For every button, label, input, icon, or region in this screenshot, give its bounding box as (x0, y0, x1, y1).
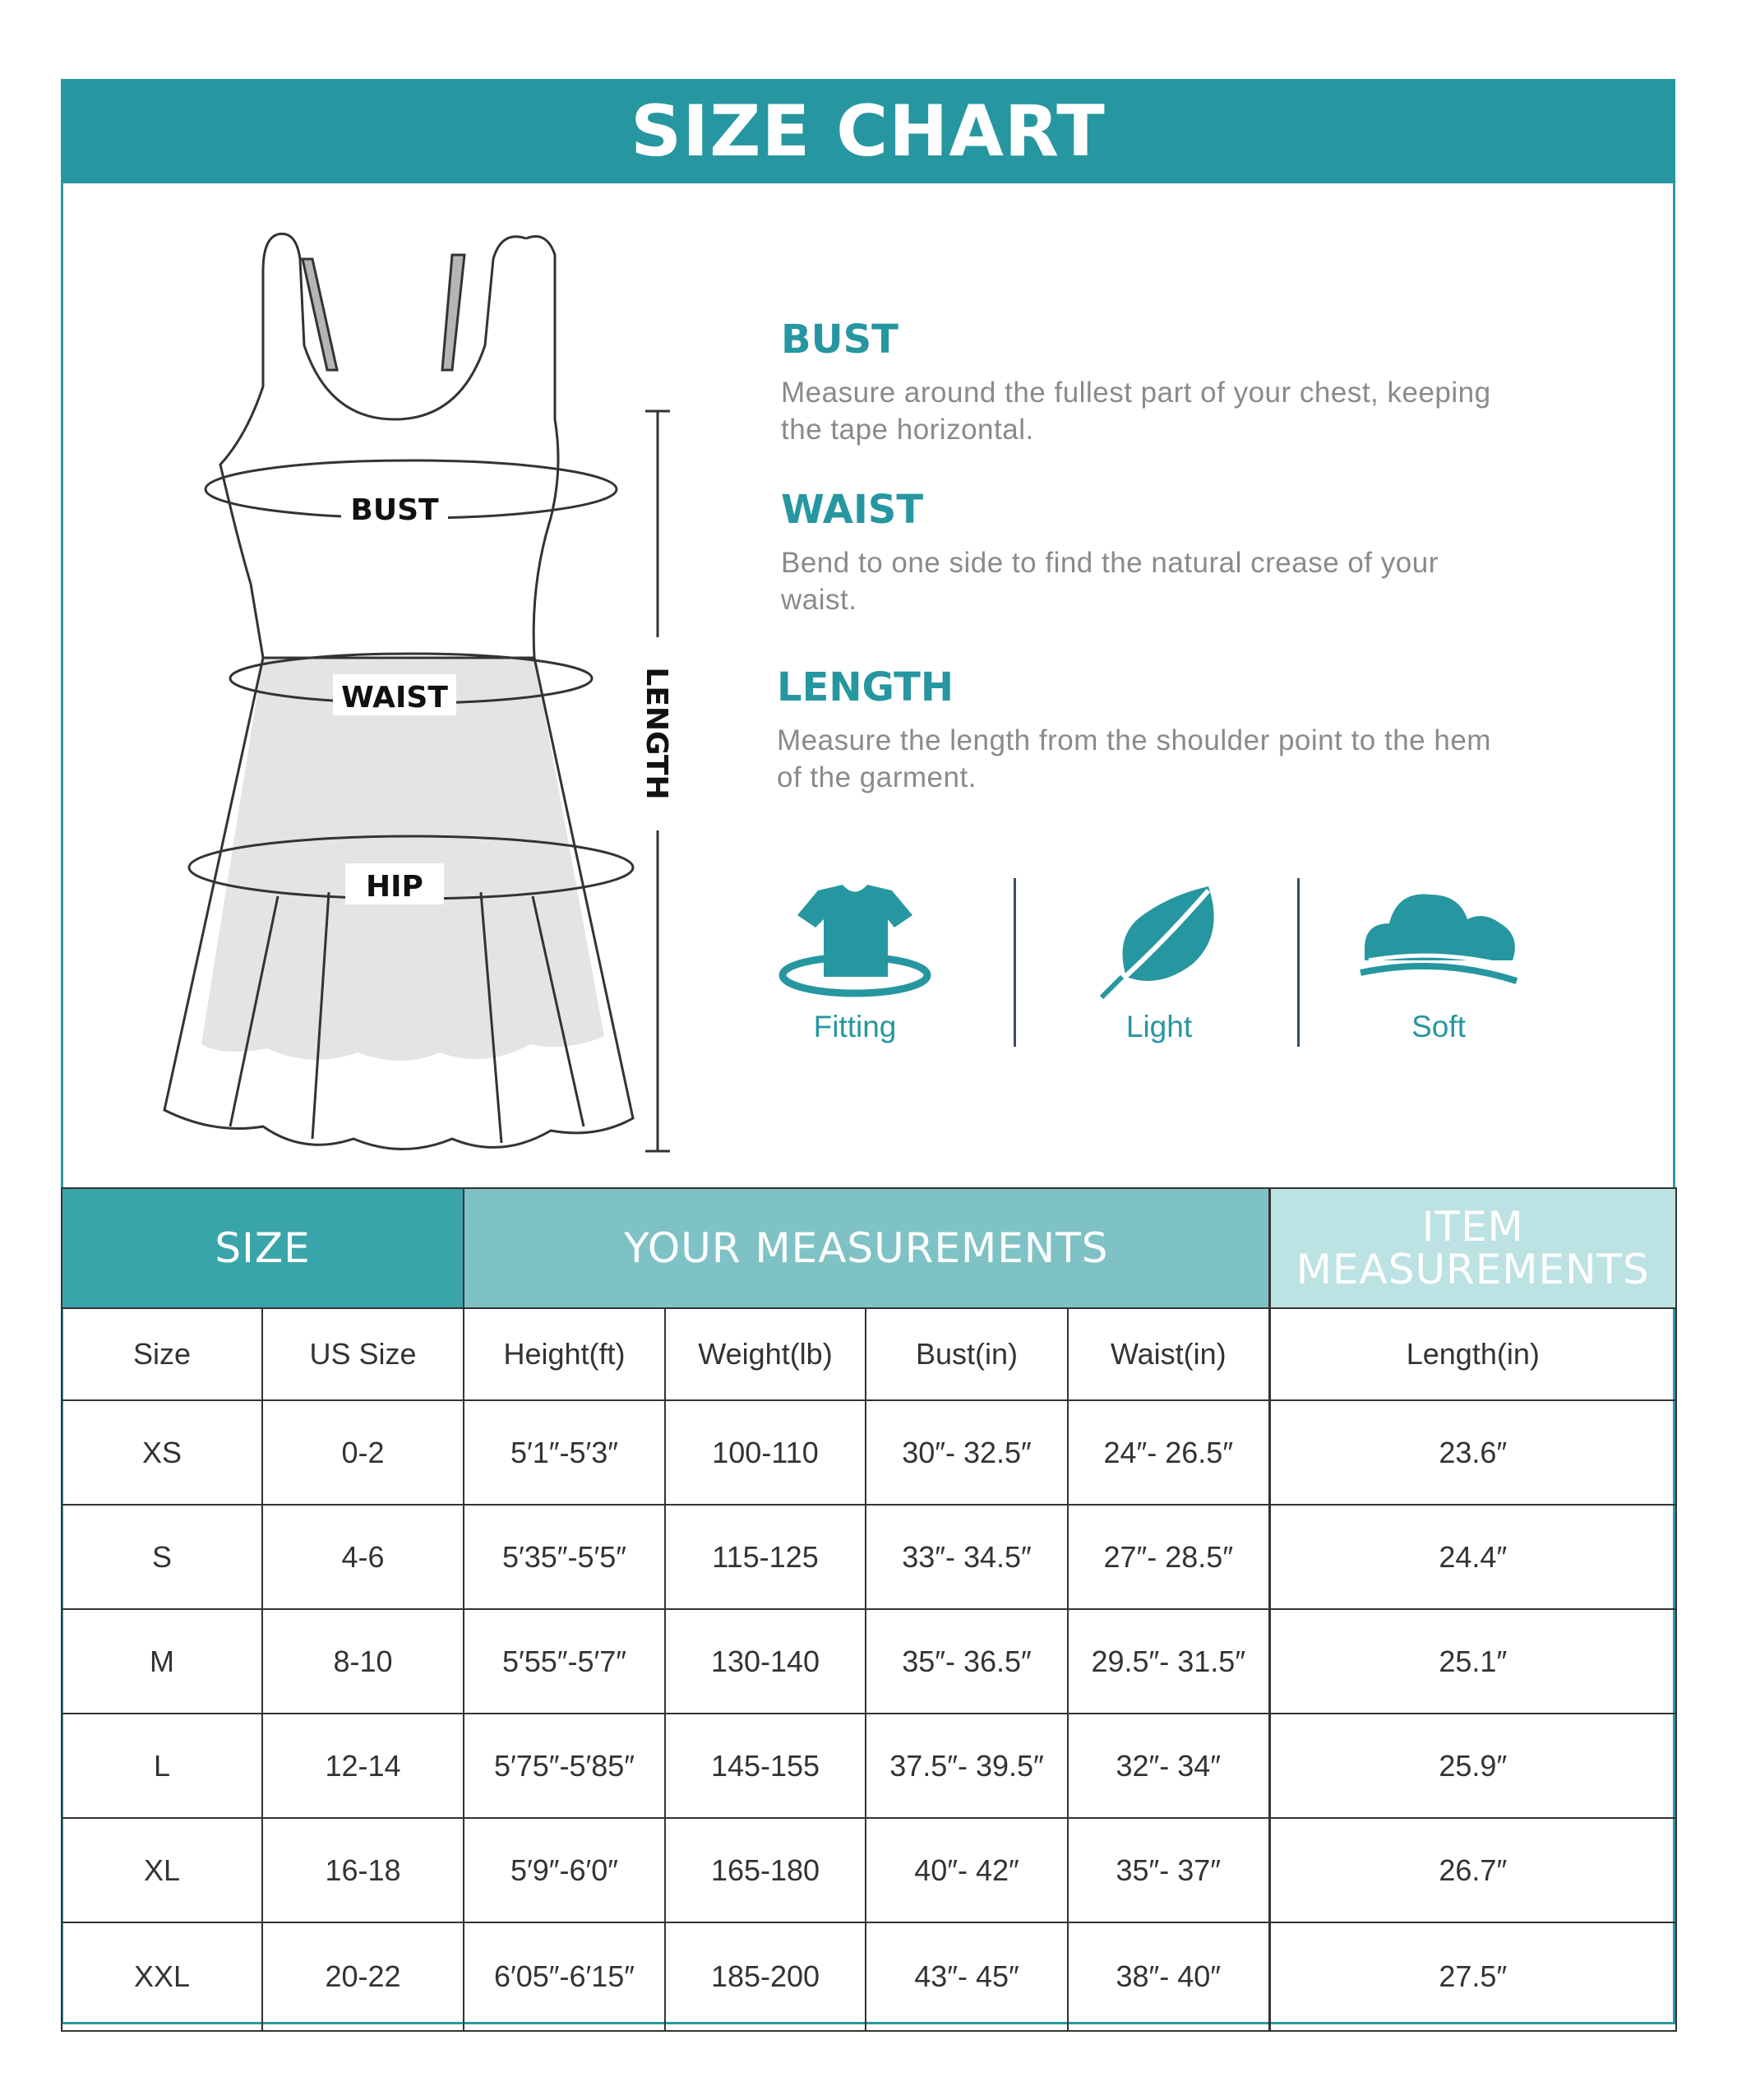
cell-height: 6′05″-6′15″ (464, 1922, 665, 2031)
cell-height: 5′1″-5′3″ (464, 1400, 665, 1505)
cell-waist: 29.5″- 31.5″ (1068, 1609, 1269, 1714)
size-table (61, 1187, 1677, 2032)
cell-us-size: 4-6 (262, 1505, 464, 1609)
length-label: LENGTH (640, 667, 673, 800)
cloud-icon (1352, 878, 1525, 1001)
cell-size: XL (62, 1818, 262, 1922)
cell-length: 24.4″ (1269, 1505, 1676, 1609)
cell-weight: 145-155 (665, 1714, 866, 1818)
cell-height: 5′55″-5′7″ (464, 1609, 665, 1714)
table-row (62, 1818, 1676, 1922)
cell-size: XXL (62, 1922, 262, 2031)
feature-divider (1014, 878, 1016, 1047)
feature-soft (1299, 872, 1578, 1043)
cell-bust: 33″- 34.5″ (866, 1505, 1068, 1609)
neckline (278, 234, 526, 419)
col-weight: Weight(lb) (665, 1308, 866, 1400)
strap-right (442, 255, 464, 370)
cell-weight: 165-180 (665, 1818, 866, 1922)
waist-text: Bend to one side to find the natural crease of your waist. (781, 547, 1439, 616)
cell-waist: 27″- 28.5″ (1068, 1505, 1269, 1609)
table-row (62, 1714, 1676, 1818)
waist-label: WAIST (341, 681, 448, 715)
cell-us-size: 8-10 (262, 1609, 464, 1714)
cell-weight: 115-125 (665, 1505, 866, 1609)
cell-height: 5′75″-5′85″ (464, 1714, 665, 1818)
cell-bust: 35″- 36.5″ (866, 1609, 1068, 1714)
feature-soft-label: Soft (1411, 1010, 1466, 1043)
feature-light-label: Light (1125, 1010, 1193, 1043)
cell-length: 25.1″ (1269, 1609, 1676, 1714)
column-header-row (62, 1308, 1676, 1400)
cell-bust: 37.5″- 39.5″ (866, 1714, 1068, 1818)
cell-bust: 40″- 42″ (866, 1818, 1068, 1922)
bust-description (781, 317, 1521, 448)
cell-length: 23.6″ (1269, 1400, 1676, 1505)
cell-size: M (62, 1609, 262, 1714)
table-row (62, 1400, 1676, 1505)
cell-us-size: 12-14 (262, 1714, 464, 1818)
cell-length: 26.7″ (1269, 1818, 1676, 1922)
table-row (62, 1505, 1676, 1609)
cell-size: L (62, 1714, 262, 1818)
col-us-size: US Size (262, 1308, 464, 1400)
cell-size: XS (62, 1400, 262, 1505)
bust-heading: BUST (781, 317, 899, 363)
cell-waist: 35″- 37″ (1068, 1818, 1269, 1922)
header-size: SIZE (62, 1188, 464, 1308)
title-bar (61, 79, 1675, 183)
col-size: Size (62, 1308, 262, 1400)
col-waist: Waist(in) (1068, 1308, 1269, 1400)
table-row (62, 1922, 1676, 2031)
cell-waist: 38″- 40″ (1068, 1922, 1269, 2031)
skirt-fill (201, 658, 604, 1061)
length-heading: LENGTH (777, 664, 954, 710)
cell-waist: 24″- 26.5″ (1068, 1400, 1269, 1505)
cell-weight: 130-140 (665, 1609, 866, 1714)
cell-length: 25.9″ (1269, 1714, 1676, 1818)
cell-weight: 185-200 (665, 1922, 866, 2031)
cell-us-size: 20-22 (262, 1922, 464, 2031)
length-description (777, 664, 1517, 796)
col-bust: Bust(in) (866, 1308, 1068, 1400)
length-text: Measure the length from the shoulder point to the hem of the garment. (777, 724, 1491, 793)
page-title: SIZE CHART (631, 90, 1106, 173)
waist-heading: WAIST (781, 487, 924, 533)
cell-bust: 30″- 32.5″ (866, 1400, 1068, 1505)
bust-label: BUST (350, 493, 439, 527)
cell-us-size: 16-18 (262, 1818, 464, 1922)
cell-us-size: 0-2 (262, 1400, 464, 1505)
garment-diagram (140, 222, 715, 1176)
cell-height: 5′35″-5′5″ (464, 1505, 665, 1609)
cell-waist: 32″- 34″ (1068, 1714, 1269, 1818)
header-item-measurements: ITEM MEASUREMENTS (1269, 1188, 1676, 1308)
cell-length: 27.5″ (1269, 1922, 1676, 2031)
table-row (62, 1609, 1676, 1714)
waist-description (781, 487, 1521, 618)
col-length: Length(in) (1269, 1308, 1676, 1400)
bust-text: Measure around the fullest part of your chest, keeping the tape horizontal. (781, 377, 1491, 446)
feature-fitting (715, 872, 995, 1043)
leaf-icon (1077, 878, 1241, 1001)
hip-label: HIP (366, 870, 423, 904)
cell-weight: 100-110 (665, 1400, 866, 1505)
header-your-measurements: YOUR MEASUREMENTS (464, 1188, 1269, 1308)
feature-light (1019, 872, 1299, 1043)
cell-bust: 43″- 45″ (866, 1922, 1068, 2031)
tshirt-icon (773, 878, 937, 1001)
cell-size: S (62, 1505, 262, 1609)
col-height: Height(ft) (464, 1308, 665, 1400)
feature-fitting-label: Fitting (813, 1010, 897, 1043)
bodice-outline (220, 234, 558, 658)
cell-height: 5′9″-6′0″ (464, 1818, 665, 1922)
